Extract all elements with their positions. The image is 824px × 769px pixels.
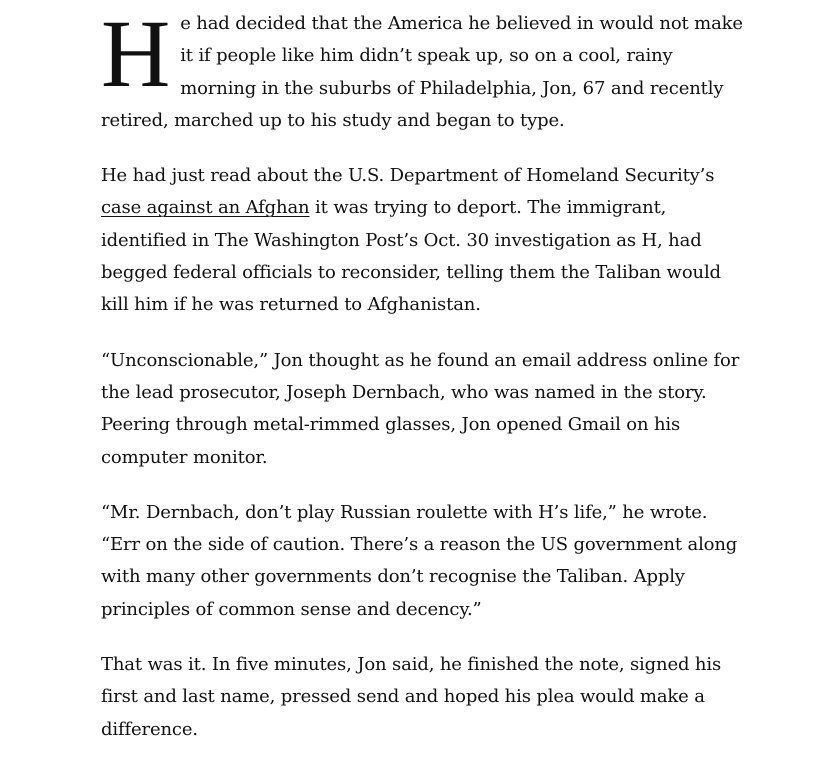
paragraph-5: That was it. In five minutes, Jon said, he finished the note, signed his first and last name, pressed send and hoped his plea would make a difference. xyxy=(101,654,722,740)
paragraph-2-text-before: He had just read about the U.S. Department of Homeland Security’s xyxy=(101,165,715,187)
paragraph-4: “Mr. Dernbach, don’t play Russian roulette with H’s life,” he wrote. “Err on the side of caution. There’s a reason the US government along with many other governments don’t recognise the Taliban. Apply principles of common sense and decency.” xyxy=(101,501,738,620)
article-body xyxy=(101,0,751,769)
paragraph-2-text-after: it was trying to deport. The immigrant, identified in The Washington Post’s Oct. 30 investigation as H, had begged federal officials to reconsider, telling them the Taliban would kill him if he was returned to Afghanistan. xyxy=(101,197,721,316)
drop-cap: H xyxy=(101,0,171,107)
paragraph-1 xyxy=(101,0,751,137)
paragraph-3: “Unconscionable,” Jon thought as he found an email address online for the lead prosecutor, Joseph Dernbach, who was named in the story. Peering through metal-rimmed glasses, Jon opened Gmail on his computer monitor. xyxy=(101,349,740,468)
paragraph-2 xyxy=(101,160,751,321)
case-against-afghan-link[interactable]: case against an Afghan xyxy=(101,197,310,219)
paragraph-1-text: e had decided that the America he believed in would not make it if people like him didn’t speak up, so on a cool, rainy morning in the suburbs of Philadelphia, Jon, 67 and recently retired, marched up to his study and began to type. xyxy=(101,13,743,131)
